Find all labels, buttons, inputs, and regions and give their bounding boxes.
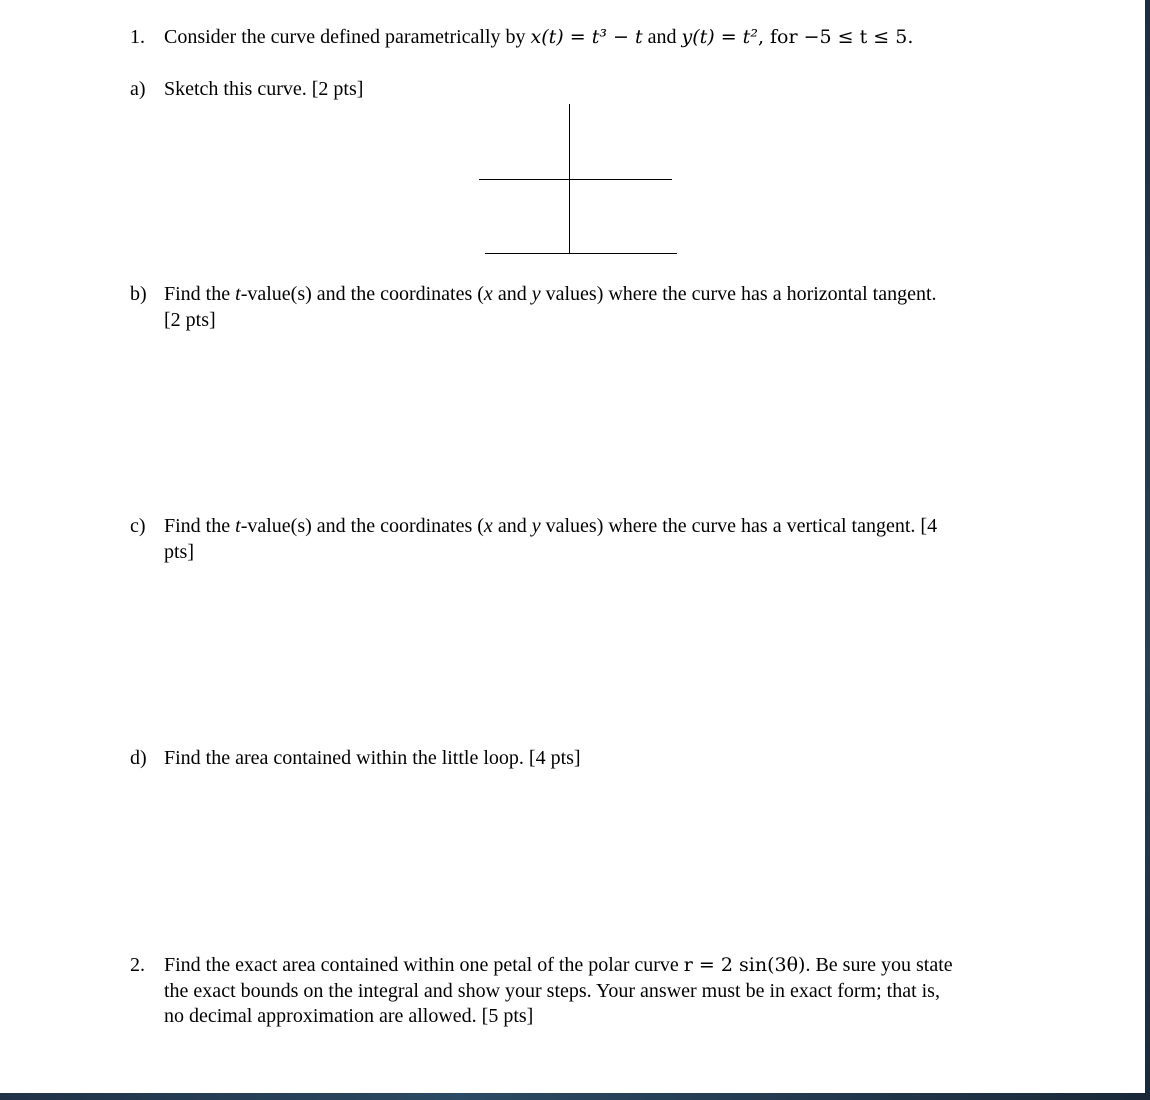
part-b-post: values) where the curve has a horizontal tangent. <box>540 283 937 305</box>
window-edge-bottom <box>0 1093 1150 1100</box>
part-b-and: and <box>492 283 532 305</box>
part-d-label: d) <box>130 747 147 769</box>
y-equation: y(t) = t² <box>681 26 758 48</box>
part-b-label: b) <box>130 283 147 305</box>
question-1-number: 1. <box>130 26 145 48</box>
part-c-label: c) <box>130 515 146 537</box>
question-2-line-2: the exact bounds on the integral and show your steps. Your answer must be in exact form; that is, <box>164 980 940 1002</box>
part-b-pre: Find the <box>164 283 236 305</box>
part-b-text <box>164 281 937 307</box>
and-word: and <box>647 26 677 48</box>
x-variable: x <box>483 515 493 537</box>
question-1-text <box>164 24 913 50</box>
question-1-intro: Consider the curve defined parametrically by <box>164 26 526 48</box>
part-c-post: values) where the curve has a vertical tangent. [4 <box>540 515 938 537</box>
question-2-number: 2. <box>130 954 145 976</box>
t-variable: t <box>235 515 241 537</box>
part-c-and: and <box>492 515 532 537</box>
polar-equation: r = 2 sin(3θ) <box>683 954 806 976</box>
question-2-pre: Find the exact area contained within one petal of the polar curve <box>164 954 679 976</box>
part-a-label: a) <box>130 78 146 100</box>
part-b-mid: -value(s) and the coordinates ( <box>240 283 484 305</box>
part-a-text: Sketch this curve. [2 pts] <box>164 78 364 100</box>
t-range: , for −5 ≤ t ≤ 5. <box>757 26 914 48</box>
part-b-points: [2 pts] <box>164 309 216 331</box>
x-equation: x(t) = t³ − t <box>530 26 643 48</box>
y-variable: y <box>531 283 541 305</box>
part-c-mid: -value(s) and the coordinates ( <box>240 515 484 537</box>
question-2-line-1 <box>164 952 953 978</box>
sketch-axes <box>470 100 690 260</box>
t-variable: t <box>235 283 241 305</box>
part-c-pre: Find the <box>164 515 236 537</box>
window-edge-right <box>1145 0 1150 1100</box>
question-2-line-3: no decimal approximation are allowed. [5 pts] <box>164 1005 534 1027</box>
question-2-post: . Be sure you state <box>805 954 953 976</box>
x-variable: x <box>483 283 493 305</box>
y-variable: y <box>531 515 541 537</box>
part-c-text <box>164 513 937 539</box>
part-d-text: Find the area contained within the little loop. [4 pts] <box>164 747 581 769</box>
part-c-points: pts] <box>164 541 194 563</box>
